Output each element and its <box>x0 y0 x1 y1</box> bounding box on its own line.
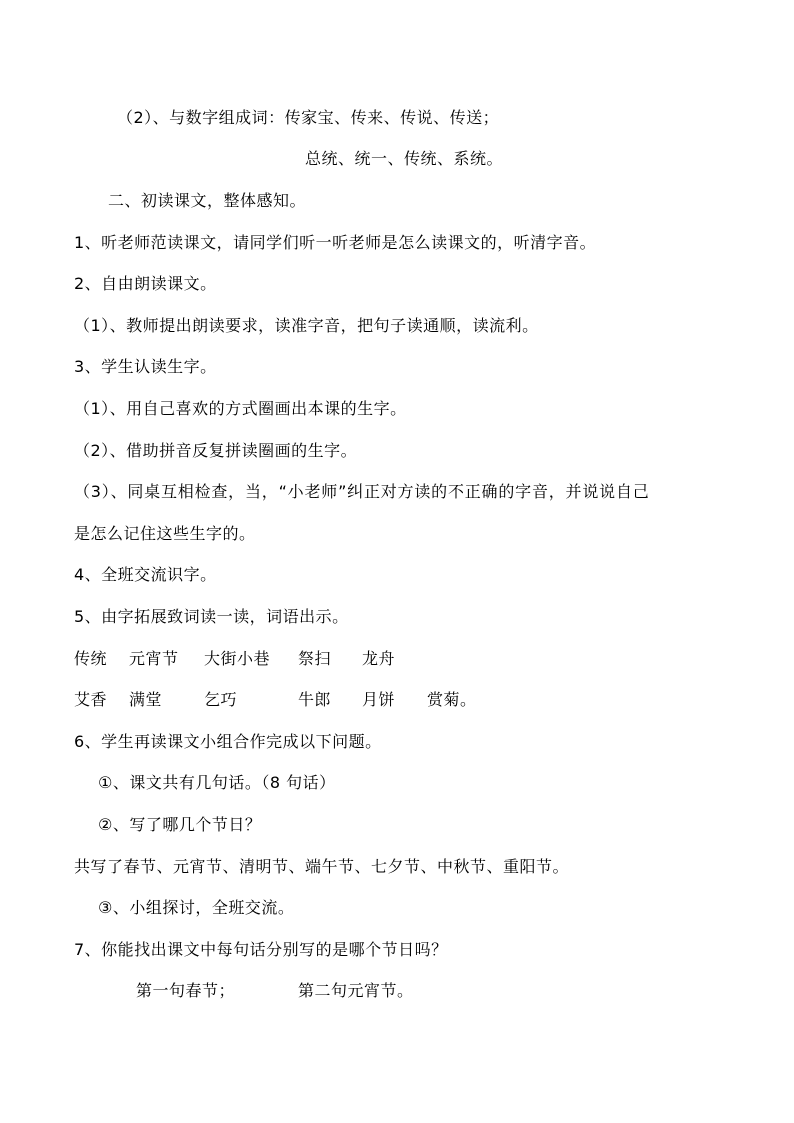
step-2: 2、自由朗读课文。 <box>74 274 217 293</box>
word-item: 大街小巷 <box>204 649 271 668</box>
word-item: 元宵节 <box>129 649 179 668</box>
word-item: 艾香 <box>74 690 108 709</box>
word-item: 祭扫 <box>298 649 332 668</box>
question-3: ③、小组探讨，全班交流。 <box>98 898 295 917</box>
question-1: ①、课文共有几句话。（8 句话） <box>98 773 336 792</box>
word-item: 乞巧 <box>204 690 238 709</box>
step-3-sub-2: （2）、借助拼音反复拼读圈画的生字。 <box>74 441 358 460</box>
section-heading-first-reading: 二、初读课文，整体感知。 <box>108 191 307 210</box>
step-5: 5、由字拓展致词读一读，词语出示。 <box>74 607 349 626</box>
step-7: 7、你能找出课文中每句话分别写的是哪个节日吗？ <box>74 940 448 959</box>
step-3: 3、学生认读生字。 <box>74 357 217 376</box>
word-item: 传统 <box>74 649 108 668</box>
step-2-sub-1: （1）、教师提出朗读要求，读准字音，把句子读通顺，读流利。 <box>74 316 539 335</box>
word-item: 龙舟 <box>362 649 396 668</box>
question-2-answer: 共写了春节、元宵节、清明节、端午节、七夕节、中秋节、重阳节。 <box>74 857 570 876</box>
step-4: 4、全班交流识字。 <box>74 565 217 584</box>
step-3-sub-3-cont: 是怎么记住这些生字的。 <box>74 524 256 543</box>
line-vocab-tong: 总统、统一、传统、系统。 <box>305 149 504 168</box>
step-1: 1、听老师范读课文，请同学们听一听老师是怎么读课文的，听清字音。 <box>74 233 597 252</box>
step-3-sub-3: （3）、同桌互相检查，当，“小老师”纠正对方读的不正确的字音，并说说自己 <box>74 482 650 501</box>
question-2: ②、写了哪几个节日？ <box>98 815 262 834</box>
word-item: 赏菊。 <box>427 690 477 709</box>
word-item: 满堂 <box>129 690 163 709</box>
sentence-item: 第一句春节； <box>136 981 236 1000</box>
word-item: 月饼 <box>362 690 396 709</box>
word-item: 牛郎 <box>298 690 332 709</box>
step-3-sub-1: （1）、用自己喜欢的方式圈画出本课的生字。 <box>74 399 407 418</box>
step-6: 6、学生再读课文小组合作完成以下问题。 <box>74 732 382 751</box>
sentence-item: 第二句元宵节。 <box>298 981 414 1000</box>
line-vocab-chuan: （2）、与数字组成词：传家宝、传来、传说、传送； <box>117 108 500 127</box>
